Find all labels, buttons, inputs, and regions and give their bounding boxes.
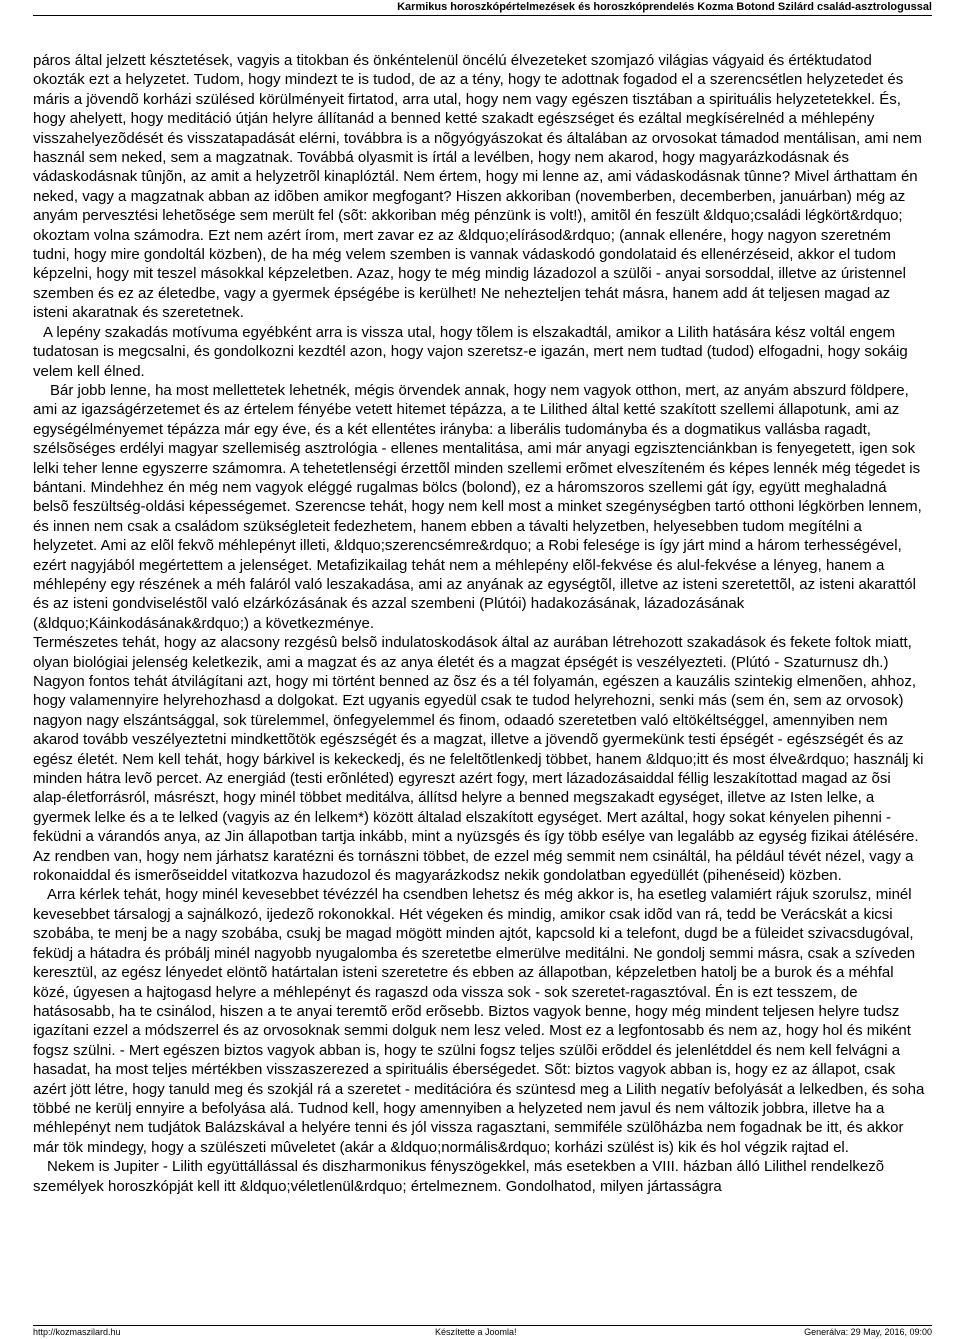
footer-credit: Készítette a Joomla! (435, 1327, 517, 1337)
site-title: Karmikus horoszkópértelmezések és horoszkóprendelés Kozma Botond Szilárd család-asztrologussal (397, 1, 932, 13)
paragraph-5: Arra kérlek tehát, hogy minél kevesebbet tévézzél ha csendben lehetsz és még akkor is, ha esetleg valamiért rájuk szorulsz, minél kevesebbet társalogj a sajnálkozó, ijedezõ rokonokkal. Hét végeken és mindig, amikor csak idõd van rá, tedd be Verácskát a kicsi szobába, te menj be a nagy szobába, csukj be magad mögött minden ajtót, kapcsold ki a telefont, dugd be a füleidet szivacsdugóval, feküdj a hátadra és próbálj minél nagyobb nyugalomba és szeretetbe elmerülve meditálni. Ne gondolj semmi másra, csak a szíveden keresztül, az egész lényedet elöntõ határtalan isteni szeretetre és ebben az állapotban, képzeletben hatolj be a burok és a méhfal közé, úgyesen a hajtogasd helyre a méhlepényt és ragaszd oda vissza sok - sok szeretet-ragasztóval. Én is ezt tesszem, de hatásosabb, ha te csinálod, hiszen a te anyai teremtõ erõd erõsebb. Biztos vagyok benne, hogy még mindent teljesen helyre tudsz igazítani ezzel a módszerrel és az orvosoknak semmi dolguk nem lesz veled. Most ez a legfontosabb és nem az, hogy hol és miként fogsz szülni. - Mert egészen biztos vagyok abban is, hogy te szülni fogsz teljes szülõi erõddel és jelenlétddel és nem kell felvágni a hasadat, ha most teljes mértékben visszaszerezed a spirituális éberségedet. Sõt: biztos vagyok abban is, hogy ez az állapot, csak azért jött létre, hogy tanuld meg és szokjál rá a szeretet - meditációra és szüntesd meg a Lilith negatív befolyását a lelkedben, és soha többé ne kerülj ennyire a befolyása alá. Tudnod kell, hogy amennyiben a helyzeted nem javul és nem változik jobbra, illetve ha a méhlepényt nem tudjátok Balázskával a helyére tenni és jól vissza ragasztani, semmiféle szülõházba nem fogadnak be itt, és akkor már tök mindegy, hogy a szülészeti mûveletet (akár a &ldquo;normális&rdquo; korházi szülést is) kik és hol végzik rajtad el. (33, 886, 925, 1156)
article-body (33, 51, 926, 1196)
paragraph-1: páros által jelzett késztetések, vagyis a titokban és önkéntelenül öncélú élvezeteket szomjazó világias vágyaid és értéktudatod okozták ezt a helyzetet. Tudom, hogy mindezt te is tudod, de az a tény, hogy te adottnak fogadod el a szerencsétlen helyzetedet és máris a jövendõ korházi szülésed körülményeit firtatod, arra utal, hogy nem vagy egészen tisztában a spirituális helyzetetekkel. És, hogy ahelyett, hogy meditáció útján helyre állítanád a benned ketté szakadt egészséget és ezáltal megkísérelnéd a méhlepény visszahelyezõdését és visszatapadását elérni, továbbra is a nõgyógyászokat és általában az orvosokat támadod mentálisan, ami nem használ sem neked, sem a magzatnak. Továbbá olyasmit is írtál a levélben, hogy nem akarod, hogy magyarázkodásnak és vádaskodásnak tûnjõn, az amit a helyzetrõl kinaplóztál. Nem értem, hogy mi lenne az, ami vádaskodásnak tûnne? Mivel árthattam én neked, vagy a magzatnak abban az idõben amikor megfogant? Hiszen akkoriban (novemberben, decemberben, januárban) még az anyám pervesztési lehetõsége sem merült fel (sõt: akkoriban még pénzünk is volt!), amitõl én feszült &ldquo;családi légkört&rdquo; okoztam volna számodra. Ezt nem azért írom, mert zavar ez az &ldquo;elírásod&rdquo; (annak ellenére, hogy nagyon szeretném tudni, hogy mire gondoltál közben), de ha még velem szemben is vannak vádaskodó gondolataid és ellenérzéseid, akkor el tudom képzelni, hogy mit teszel másokkal képzeletben. Azaz, hogy te még mindig lázadozol a szülõi - anyai sorsoddal, illetve az úristennel szemben és ez az életedbe, vagy a gyermek épségébe is kerülhet! Ne nehezteljen tehát másra, hanem add át teljesen magad az isteni akaratnak és szeretetnek. (33, 52, 922, 322)
paragraph-3: Bár jobb lenne, ha most mellettetek lehetnék, mégis örvendek annak, hogy nem vagyok otthon, mert, az anyám abszurd földpere, ami az igazságérzetemet és az értelem fényébe vetett hitemet tépázza, a te Lilithed által ketté szakított szellemi állapotunk, ami az egységélményemet tépázza már egy éve, és a két ellentétes irányba: a liberális tudományba és a dogmatikus vallásba ragadt, szélsõséges erdélyi magyar szellemiség asztrológia - ellenes mentalitása, ami már anyagi egzisztenciánkban is fenyegetett, igen sok lelki teher lenne egyszerre számomra. A tehetetlenségi érzettõl minden szellemi erõmet elveszíteném és képes lennék még tégedet is bántani. Mindehhez én még nem vagyok eléggé rugalmas bölcs (bolond), ez a háromszoros szellemi gát így, együtt meghaladná belsõ feszültség-oldási képességemet. Szerencse tehát, hogy nem kell most a minket szegénységben tartó otthoni légkörben lennem, és innen nem csak a családom szükségleteit fedezhetem, hanem ebben a távalti helyzetben, helyesebben tudom megítélni a helyzetet. Ami az elõl fekvõ méhlepényt illeti, &ldquo;szerencsémre&rdquo; a Robi felesége is így járt mind a három terhességével, ezért nagyjából megértettem a jelenséget. Metafizikailag tehát nem a méhlepény elõl-fekvése és alul-fekvése a lényeg, hanem a méhlepény egy részének a méh faláról való leszakadása, ami az anyának az egységtõl, illetve az isteni szeretettõl, az isteni akarattól és az isteni gondviseléstõl való elzárkózásának és azzal szembeni (Plútói) hadakozásának, lázadozásának (&ldquo;Káinkodásának&rdquo;) a következménye. (33, 381, 922, 632)
paragraph-2: A lepény szakadás motívuma egyébként arra is vissza utal, hogy tõlem is elszakadtál, amikor a Lilith hatására kész voltál engem tudatosan is megcsalni, és gondolkozni kezdtél azon, hogy vajon szeretsz-e igazán, mert nem tudtad (tudod) elfogadni, hogy sokáig velem kell élned. (33, 323, 908, 380)
paragraph-4: Természetes tehát, hogy az alacsony rezgésû belsõ indulatoskodások által az aurában létrehozott szakadások és fekete foltok miatt, olyan biológiai jelenség keletkezik, ami a magzat és az anya életét és a magzat épségét is veszélyezteti. (Plútó - Szaturnusz dh.) Nagyon fontos tehát átvilágítani azt, hogy mi történt benned az õsz és a tél folyamán, egészen a kauzális szintekig elmenõen, ahhoz, hogy valamennyire helyrehozhasd a dolgokat. Ezt ugyanis egyedül csak te tudod helyrehozni, senki más (sem én, sem az orvosok) nagyon nagy elszántsággal, sok türelemmel, önfegyelemmel és finom, odaadó szeretetben való eltökéltséggel, amennyiben nem akarod tovább veszélyeztetni mindkettõtök egészségét és a magzat, illetve a jövendõ gyermekünk testi épségét - egészségét és az egész életét. Nem kell tehát, hogy bárkivel is kekeckedj, és ne feleltõtlenkedj többet, hanem &ldquo;itt és most élve&rdquo; használj ki minden hátra levõ percet. Az energiád (testi erõnléted) egyreszt azért fogy, mert lázadozásaiddal féllig leszakítottad magad az õsi alap-életforrásról, másrészt, hogy minél többet meditálva, állítsd helyre a benned megszakadt egységet, illetve az Isten lelke, a gyermek lelke és a te lelked (vagyis az én lelkem*) között általad elszakított egységet. Mert azáltal, hogy sokat kényelen pihenni - feküdni a várandós anya, az Jin állapotban tartja inkább, mint a nyüzsgés és így több esélye van legalább az egység fizikai átélésére. Az rendben van, hogy nem járhatsz karatézni és tornászni többet, de ezzel még semmit nem csináltál, ha például tévét nézel, vagy a rokonaiddal és ismerõseiddel vitatkozva hazudozol és magyarázkodsz nekik gondolatban egyedüllét (pihenéseid) közben. (33, 634, 924, 885)
paragraph-6: Nekem is Jupiter - Lilith együttállással és diszharmonikus fényszögekkel, más esetekben a VIII. házban álló Lilithel rendelkezõ személyek horoszkópját kell itt &ldquo;véletlenül&rdquo; értelmeznem. Gondolhatod, milyen jártasságra (33, 1158, 885, 1195)
header-divider (33, 15, 932, 16)
footer-generated-date: Generálva: 29 May, 2016, 09:00 (804, 1327, 932, 1337)
footer-site-link[interactable]: http://kozmaszilard.hu (33, 1327, 121, 1337)
page-footer (33, 1325, 932, 1339)
